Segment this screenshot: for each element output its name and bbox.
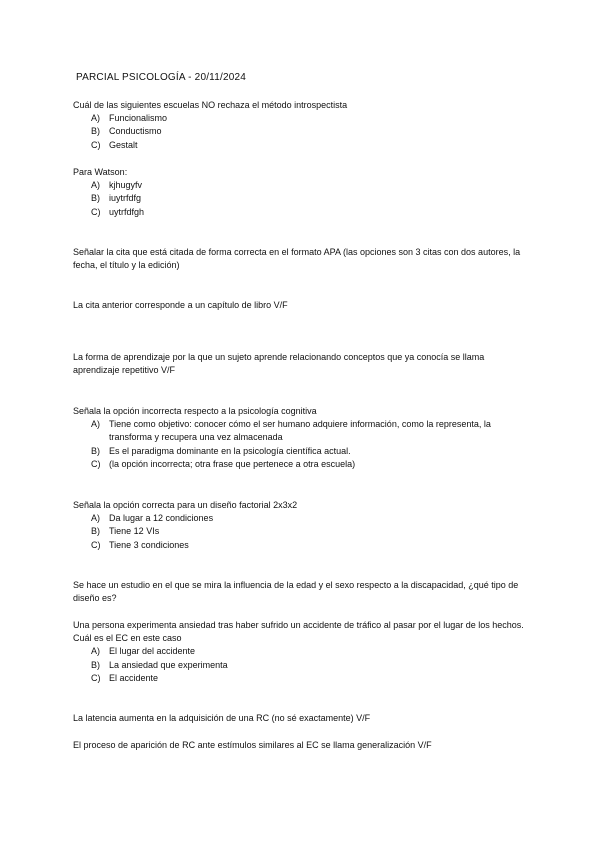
option-text: Funcionalismo (109, 113, 168, 124)
option-label: C) (91, 672, 101, 683)
option-label: C) (91, 206, 101, 217)
question-block (73, 246, 533, 272)
option-label: B) (91, 126, 100, 137)
option-text: kjhugyfv (109, 180, 143, 191)
option-text: (la opción incorrecta; otra frase que pertenece a otra escuela) (109, 458, 356, 469)
question-text: La latencia aumenta en la adquisición de una RC (no sé exactamente) V/F (73, 713, 371, 723)
option-text: La ansiedad que experimenta (109, 659, 228, 670)
option-label: A) (91, 419, 100, 430)
option-item (73, 125, 533, 138)
option-item (73, 512, 533, 525)
option-item (73, 179, 533, 192)
question-text: Cuál de las siguientes escuelas NO rechaza el método introspectista (73, 100, 348, 110)
option-label: B) (91, 445, 100, 456)
question-block (73, 99, 533, 152)
option-item (73, 659, 535, 672)
question-block (73, 405, 535, 471)
option-item (73, 418, 535, 444)
question-text: La cita anterior corresponde a un capítulo de libro V/F (73, 300, 288, 310)
option-text: Conductismo (109, 126, 162, 137)
question-text: Señalar la cita que está citada de forma correcta en el formato APA (las opciones son 3 citas con dos autores, la fecha, el título y la edición) (73, 247, 521, 271)
question-block (73, 579, 533, 605)
question-text: Una persona experimenta ansiedad tras haber sufrido un accidente de tráfico al pasar por el lugar de los hechos. Cuál es el EC en este caso (73, 620, 524, 644)
question-text: La forma de aprendizaje por la que un sujeto aprende relacionando conceptos que ya conocía se llama aprendizaje repetitivo V/F (73, 352, 485, 376)
option-text: Tiene 3 condiciones (109, 539, 189, 550)
option-label: C) (91, 139, 101, 150)
option-text: El lugar del accidente (109, 646, 196, 657)
option-text: Es el paradigma dominante en la psicología científica actual. (109, 445, 351, 456)
question-block (73, 712, 533, 725)
option-label: B) (91, 659, 100, 670)
option-item (73, 192, 533, 205)
option-label: A) (91, 180, 100, 191)
option-label: B) (91, 193, 100, 204)
option-item (73, 672, 535, 685)
option-text: Gestalt (109, 139, 138, 150)
option-list (73, 179, 533, 219)
option-item (73, 645, 535, 658)
option-item (73, 139, 533, 152)
option-text: El accidente (109, 672, 159, 683)
option-label: A) (91, 113, 100, 124)
option-text: iuytrfdfg (109, 193, 142, 204)
option-item (73, 445, 535, 458)
question-text: Para Watson: (73, 167, 128, 177)
question-block (73, 166, 533, 219)
option-list (73, 112, 533, 152)
question-block (73, 299, 533, 312)
option-item (73, 525, 533, 538)
option-list (73, 512, 533, 552)
option-item (73, 112, 533, 125)
option-text: Tiene 12 VIs (109, 526, 160, 537)
question-block (73, 351, 533, 377)
option-label: B) (91, 526, 100, 537)
question-text: Señala la opción correcta para un diseño factorial 2x3x2 (73, 500, 298, 510)
option-label: C) (91, 539, 101, 550)
option-text: Tiene como objetivo: conocer cómo el ser humano adquiere información, como la representa, la transforma y recupera una vez almacenada (109, 419, 491, 443)
option-label: A) (91, 646, 100, 657)
question-block (73, 499, 533, 552)
option-label: A) (91, 513, 100, 524)
option-item (73, 206, 533, 219)
question-text: Señala la opción incorrecta respecto a la psicología cognitiva (73, 406, 317, 416)
option-list (73, 418, 535, 471)
exam-title: PARCIAL PSICOLOGÍA - 20/11/2024 (76, 72, 246, 83)
option-item (73, 539, 533, 552)
option-text: uytrfdfgh (109, 206, 145, 217)
question-text: Se hace un estudio en el que se mira la influencia de la edad y el sexo respecto a la discapacidad, ¿qué tipo de diseño es? (73, 580, 519, 604)
question-text: El proceso de aparición de RC ante estímulos similares al EC se llama generalización V/F (73, 740, 432, 750)
option-text: Da lugar a 12 condiciones (109, 513, 214, 524)
option-label: C) (91, 458, 101, 469)
option-list (73, 645, 535, 685)
question-block (73, 739, 533, 752)
question-block (73, 619, 535, 685)
option-item (73, 458, 535, 471)
